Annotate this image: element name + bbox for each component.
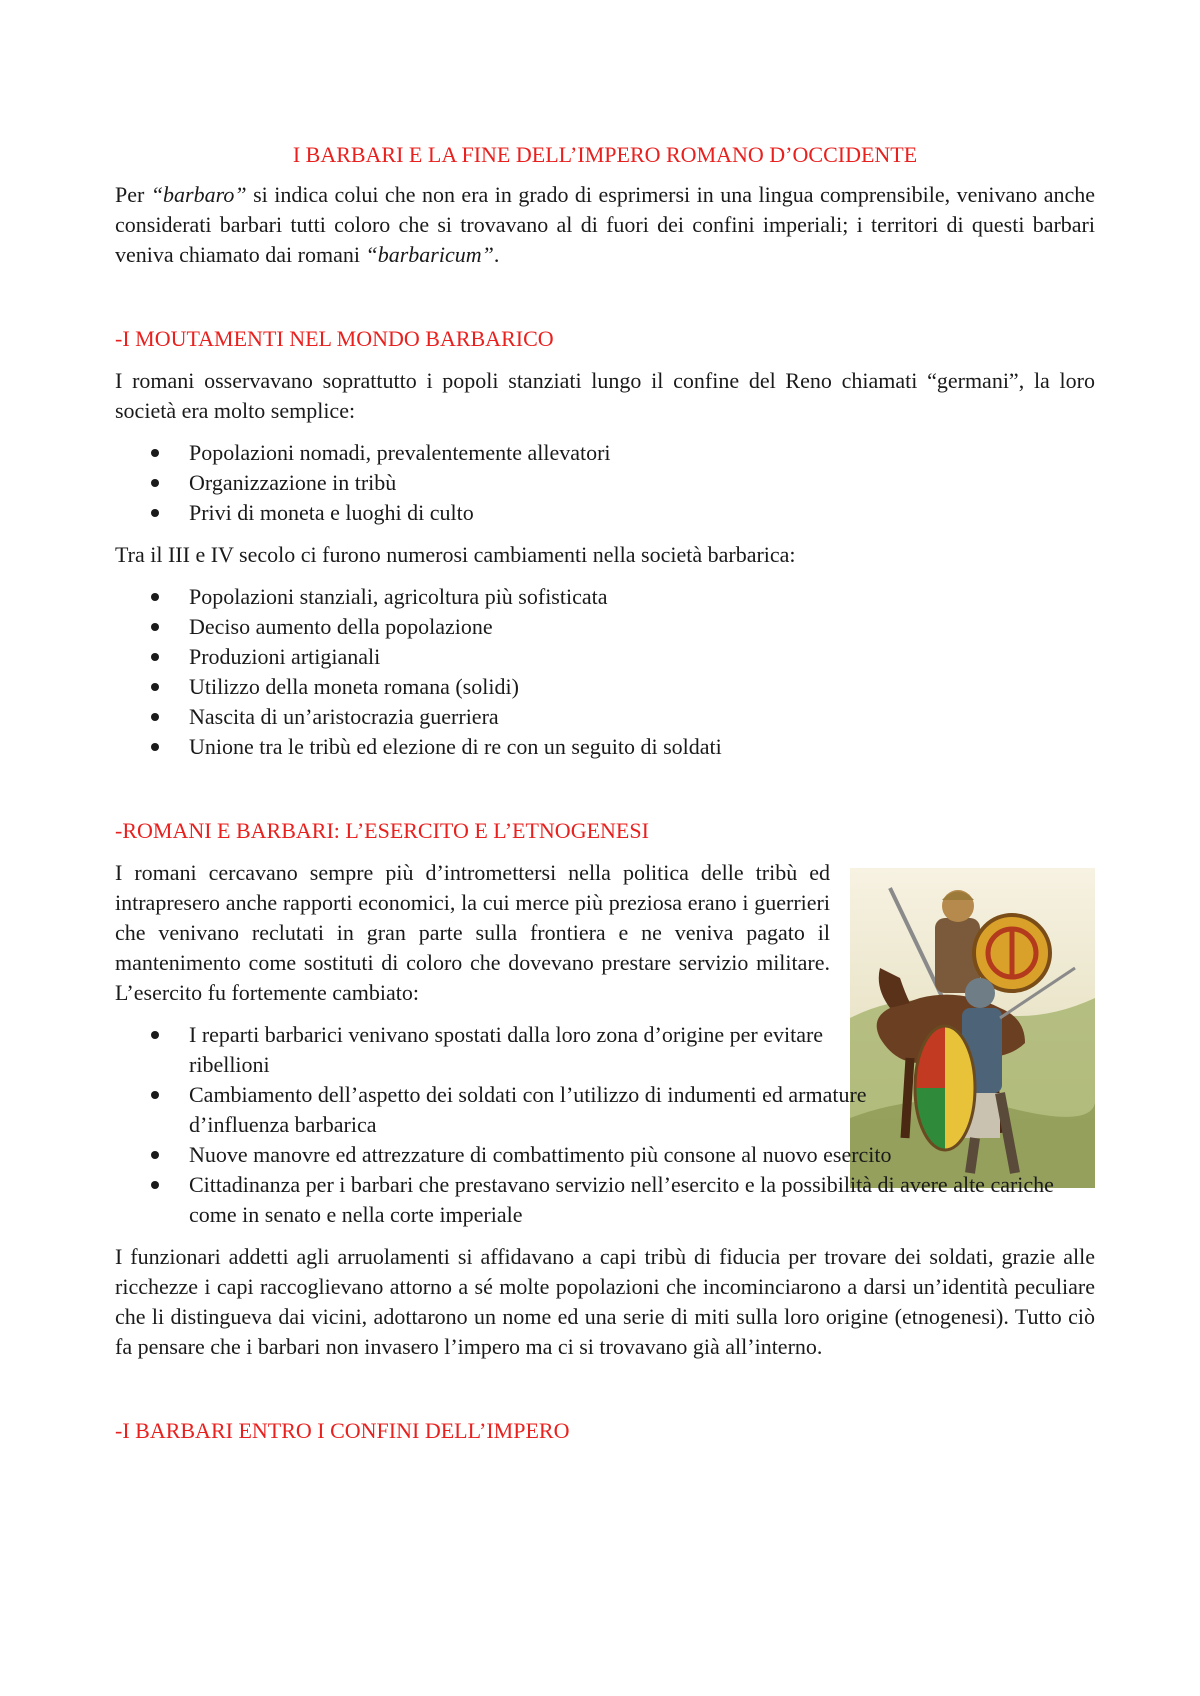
- section1-paragraph-1: I romani osservavano soprattutto i popoli stanziati lungo il confine del Reno chiamati “germani”, la loro società era molto semplice:: [115, 368, 1095, 423]
- bullet-icon: [151, 593, 159, 601]
- list-item: Deciso aumento della popolazione: [115, 612, 1095, 642]
- bullet-icon: [151, 743, 159, 751]
- bullet-icon: [151, 683, 159, 691]
- intro-paragraph: [115, 180, 1095, 270]
- list-item: Organizzazione in tribù: [115, 468, 1095, 498]
- bullet-icon: [151, 623, 159, 631]
- list-item: Unione tra le tribù ed elezione di re con un seguito di soldati: [115, 732, 1095, 762]
- bullet-icon: [151, 479, 159, 487]
- bullet-icon: [151, 653, 159, 661]
- bullet-icon: [151, 509, 159, 517]
- list-item: Cambiamento dell’aspetto dei soldati con l’utilizzo di indumenti ed armature d’influenza barbarica: [115, 1080, 904, 1140]
- page-title: I BARBARI E LA FINE DELL’IMPERO ROMANO D’OCCIDENTE: [292, 142, 918, 167]
- section1-paragraph-2: Tra il III e IV secolo ci furono numerosi cambiamenti nella società barbarica:: [115, 542, 796, 567]
- section-heading-mutamenti: -I MOUTAMENTI NEL MONDO BARBARICO: [115, 326, 554, 351]
- list-item: Produzioni artigianali: [115, 642, 1095, 672]
- intro-text-3: .: [493, 242, 500, 267]
- bullet-icon: [151, 713, 159, 721]
- document-body: [115, 140, 1095, 1458]
- bullet-icon: [151, 1181, 159, 1189]
- term-barbaricum: “barbaricum”: [365, 242, 494, 267]
- intro-text-2: si indica colui che non era in grado di esprimersi in una lingua comprensibile, venivano anche considerati barbari tutti coloro che si trovavano al di fuori dei confini imperiali; i territori di questi barbari veniva chiamato dai romani: [115, 182, 1095, 267]
- list-item: Utilizzo della moneta romana (solidi): [115, 672, 1095, 702]
- section-heading-esercito: -ROMANI E BARBARI: L’ESERCITO E L’ETNOGENESI: [115, 818, 649, 843]
- list-item: Popolazioni stanziali, agricoltura più sofisticata: [115, 582, 1095, 612]
- list-item: Popolazioni nomadi, prevalentemente allevatori: [115, 438, 1095, 468]
- section2-paragraph-1: I romani cercavano sempre più d’intromettersi nella politica delle tribù ed intrapresero anche rapporti economici, la cui merce più preziosa erano i guerrieri che venivano reclutati in gran parte sulla frontiera e ne veniva pagato il mantenimento come sostituti di coloro che dovevano prestare servizio militare. L’esercito fu fortemente cambiato:: [115, 860, 830, 1005]
- bullet-icon: [151, 449, 159, 457]
- list-item: Cittadinanza per i barbari che prestavano servizio nell’esercito e la possibilità di avere alte cariche come in senato e nella corte imperiale: [115, 1170, 1095, 1230]
- list-item: Nuove manovre ed attrezzature di combattimento più consone al nuovo esercito: [115, 1140, 904, 1170]
- section2-body: [115, 858, 1095, 1362]
- bullet-list-changes: [115, 582, 1095, 762]
- term-barbaro: “barbaro”: [150, 182, 247, 207]
- list-item: Privi di moneta e luoghi di culto: [115, 498, 1095, 528]
- section2-paragraph-2: I funzionari addetti agli arruolamenti si affidavano a capi tribù di fiducia per trovare dei soldati, grazie alle ricchezze i capi raccoglievano attorno a sé molte popolazioni che incominciarono a darsi un’identità peculiare che li distingueva dai vicini, adottarono un nome ed una serie di miti sulla loro origine (etnogenesi). Tutto ciò fa pensare che i barbari non invasero l’impero ma ci si trovavano già all’interno.: [115, 1244, 1095, 1359]
- section-heading-confini: -I BARBARI ENTRO I CONFINI DELL’IMPERO: [115, 1418, 570, 1443]
- bullet-icon: [151, 1091, 159, 1099]
- list-item: Nascita di un’aristocrazia guerriera: [115, 702, 1095, 732]
- bullet-list-society: [115, 438, 1095, 528]
- intro-text-1: Per: [115, 182, 151, 207]
- list-item: I reparti barbarici venivano spostati dalla loro zona d’origine per evitare ribellioni: [115, 1020, 904, 1080]
- bullet-icon: [151, 1151, 159, 1159]
- bullet-icon: [151, 1031, 159, 1039]
